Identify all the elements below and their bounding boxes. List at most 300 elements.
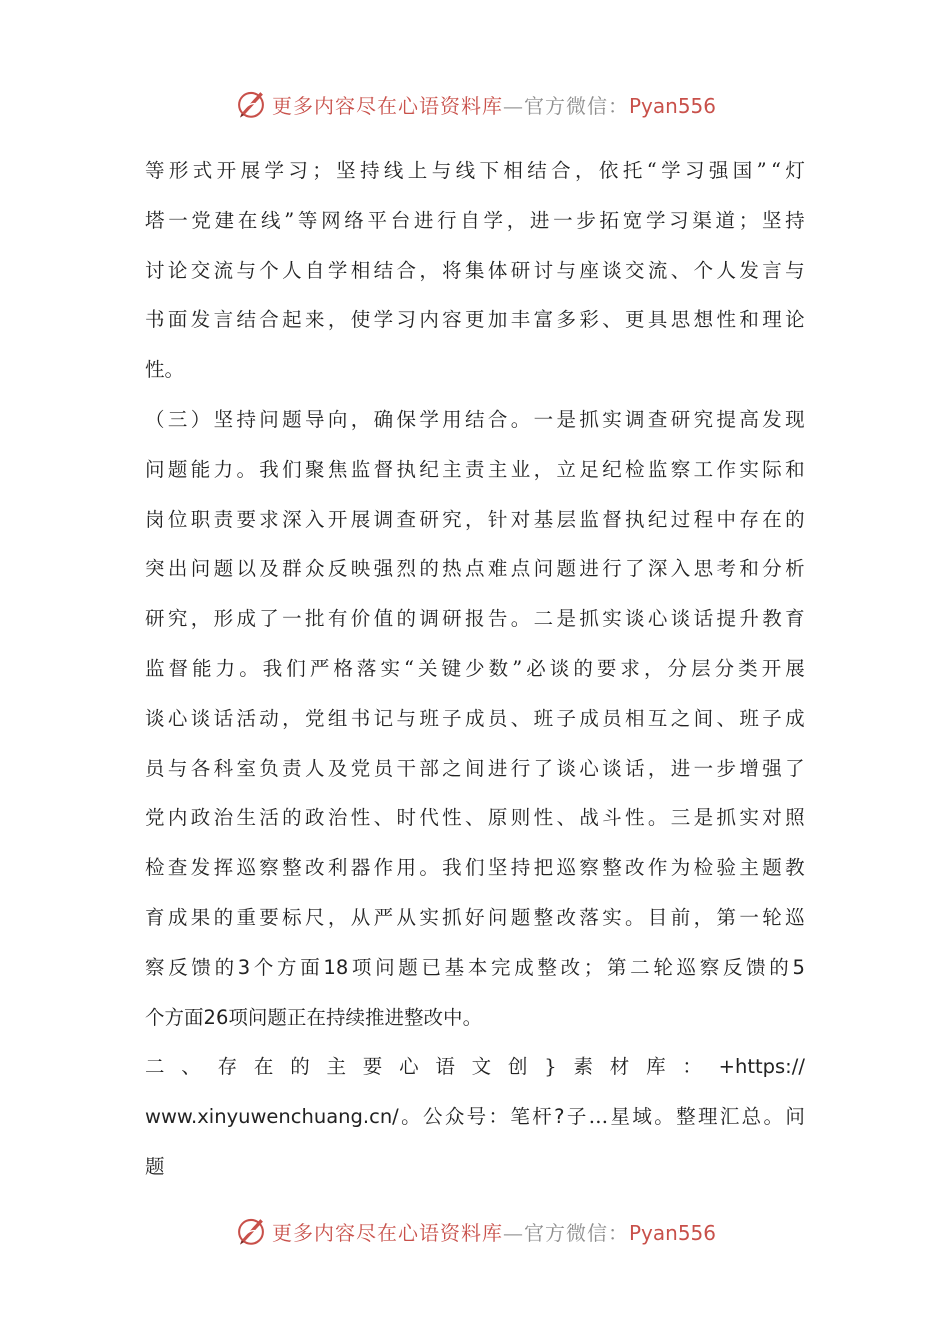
body-char: 执 [396,457,416,481]
body-char: 向 [327,407,348,431]
body-char: 题 [167,457,188,481]
body-char: 个 [259,258,279,282]
body-char: 。 [647,806,668,830]
body-char: 与 [556,258,576,282]
body-char: 数 [488,656,509,680]
body-char: 性 [442,806,462,830]
body-char: 、 [556,806,576,830]
footer-dash: — [502,1220,524,1245]
footer-label: 官方微信： [523,1220,629,1245]
body-char: 把 [533,856,554,880]
body-char: 26 [203,1005,229,1029]
body-char: ， [506,208,527,232]
body-char: 中 [716,507,736,531]
body-char: 少 [465,656,485,680]
header-wechat-id: Pyan556 [628,93,716,118]
body-char: 讨 [533,258,554,282]
body-char: 、 [465,806,485,830]
body-char: ， [327,905,348,929]
body-char: 题 [267,1005,287,1029]
body-char: 提 [716,607,736,631]
body-char: 及 [259,557,279,581]
body-line [145,146,805,196]
body-char: 和 [785,457,805,481]
body-char: 难 [487,557,508,581]
body-char: 提 [716,407,736,431]
pen-logo-icon [234,87,268,121]
body-char: 学 [327,258,348,282]
body-char: 第 [716,905,736,929]
body-char: 间 [465,756,485,780]
body-char: 网 [321,208,341,232]
body-char: 心 [647,607,668,631]
body-char: 各 [190,756,211,780]
body-char: 面 [167,308,188,332]
body-char: 强 [373,557,394,581]
body-line [145,445,805,495]
body-char: 们 [465,856,485,880]
body-char: 学 [483,208,504,232]
body-char: 结 [373,258,394,282]
body-char: 、 [602,308,622,332]
body-char: 为 [670,856,691,880]
body-char: 力 [213,457,234,481]
body-char: 上 [407,159,428,182]
body-char: 究 [442,507,462,531]
body-char: 问 [375,955,395,979]
body-char: 热 [442,557,462,581]
body-char: 调 [419,607,439,631]
body-char: 展 [350,507,371,531]
body-line [145,793,805,843]
body-char: 落 [579,905,599,929]
body-char: 实 [602,407,622,431]
body-char: 查 [167,856,188,880]
body-char: ： [682,1055,702,1079]
body-char: 究 [693,407,714,431]
body-char: 用 [442,407,462,431]
body-char: 入 [670,557,691,581]
body-char: 线 [261,208,281,232]
body-char: 主 [326,1055,346,1079]
body-char: 要 [236,507,256,531]
body-char: 灯 [785,159,805,182]
body-char: 的 [785,507,805,531]
body-char: 党 [145,806,165,830]
body-char: 性 [533,806,554,830]
body-char: 执 [625,507,645,531]
body-char: 政 [190,806,211,830]
body-char: 与 [236,258,256,282]
body-char: 尺 [305,905,325,929]
body-char: 。 [401,1105,421,1129]
body-char: 使 [350,308,371,332]
body-char: 究 [167,607,188,631]
body-char: 层 [691,656,711,680]
body-char: 三 [167,407,188,431]
body-char: 二 [145,1055,165,1079]
body-char: 个 [145,1005,165,1029]
body-char: 纪 [647,507,668,531]
body-char: 能 [190,457,211,481]
body-char: 持 [510,856,531,880]
body-char: 抓 [442,905,462,929]
body-char: 改 [423,1005,444,1029]
body-char: 的 [213,905,234,929]
body-char: 反 [327,557,348,581]
body-char: （ [145,407,165,431]
body-char: 素 [573,1055,593,1079]
body-char: 台 [390,208,411,232]
body-char: 批 [305,607,325,631]
body-char: 进 [384,1005,405,1029]
body-char: 问 [145,457,165,481]
body-line [145,993,805,1043]
body-char: 心 [167,706,188,730]
body-char: 我 [262,656,283,680]
body-char: 改 [305,856,325,880]
body-char: 持 [236,407,256,431]
body-char: 反 [168,955,188,979]
body-char: 责 [213,507,234,531]
body-char: 展 [785,656,805,680]
body-char: 进 [579,557,599,581]
body-char: 谈 [602,756,622,780]
body-char: 考 [716,557,736,581]
body-char: 主 [487,457,508,481]
body-char: 内 [167,806,188,830]
body-char: 二 [630,955,650,979]
body-char: 的 [573,656,593,680]
body-char: 的 [214,955,235,979]
body-char: 进 [487,756,508,780]
body-char: 三 [670,806,691,830]
body-char: 督 [373,457,394,481]
body-char: 相 [350,258,371,282]
header-watermark [0,84,950,124]
body-char: 整 [676,1105,696,1129]
body-char: 员 [487,706,508,730]
body-char: 在 [253,1055,274,1079]
body-char: 持 [785,208,805,232]
body-char: 巡 [556,856,576,880]
body-char: 监 [145,656,165,680]
body-char: 抓 [716,806,736,830]
body-char: 能 [192,656,212,680]
body-char: 负 [259,756,279,780]
body-char: 抓 [579,607,599,631]
body-char: 果 [190,905,211,929]
body-char: 业 [510,457,531,481]
body-char: 们 [282,457,302,481]
body-char: 题 [762,856,782,880]
body-char: 习 [396,308,416,332]
body-char: 求 [259,507,279,531]
body-char: 整 [282,856,302,880]
body-char: 。 [654,1105,674,1129]
body-char: 自 [460,208,480,232]
body-char: 活 [236,706,256,730]
body-char: 公 [422,1105,443,1129]
body-char: 整 [533,905,554,929]
body-char: 导 [305,407,325,431]
body-char: 相 [625,706,645,730]
body-char: 聚 [305,457,325,481]
body-char: “ [404,656,414,680]
body-char: 与 [396,706,416,730]
body-char: 建 [214,208,235,232]
body-char: 结 [465,407,485,431]
body-char: 谈 [670,607,691,631]
body-char: 督 [602,507,622,531]
body-char: 持 [360,159,380,182]
body-char: ” [756,159,767,182]
body-char: 合 [551,159,571,182]
body-char: 与 [785,258,805,282]
body-char: 教 [762,607,782,631]
body-char: 第 [606,955,627,979]
body-char: 映 [350,557,371,581]
body-char: 实 [739,457,759,481]
body-char: 。 [239,656,259,680]
body-char: 必 [526,656,546,680]
body-char: 本 [467,955,488,979]
body-char: 拓 [599,208,620,232]
pen-logo-icon [234,1214,268,1248]
body-char: 调 [373,507,394,531]
body-char: 等 [145,159,165,182]
body-char: 内 [419,308,439,332]
body-char: 高 [739,407,759,431]
body-char: 察 [670,457,691,481]
body-char: 班 [533,706,554,730]
body-char: 主 [442,457,462,481]
body-char: 、 [716,706,736,730]
body-char: 科 [213,756,234,780]
body-char: 实 [739,806,759,830]
body-char: 职 [190,507,211,531]
body-char: 出 [167,557,188,581]
body-char: 合 [259,308,279,332]
body-char: 严 [373,905,394,929]
body-char: 。 [419,856,439,880]
body-char: 线 [383,159,404,182]
body-char: 实 [602,905,622,929]
body-char: 改 [560,955,581,979]
body-char: 交 [625,258,645,282]
body-char: 主 [739,856,759,880]
body-char: 基 [444,955,465,979]
body-char: www.xinyuwenchuang.cn/ [145,1105,399,1129]
body-char: 思 [670,308,691,332]
body-char: 坚 [761,208,782,232]
body-char: 查 [647,407,668,431]
body-line [145,943,805,993]
body-char: 问 [533,557,554,581]
body-char: 生 [236,806,256,830]
body-char: 了 [625,557,645,581]
body-char: 的 [396,607,416,631]
body-char: 足 [579,457,599,481]
body-char: 文 [471,1055,492,1079]
body-char: 治 [213,806,234,830]
body-char: 从 [350,905,371,929]
footer-wechat-id: Pyan556 [628,1220,716,1245]
body-char: 坚 [336,159,356,182]
body-char: 学 [419,407,439,431]
body-line [145,744,805,794]
body-char: 托 [622,159,643,182]
body-char: 的 [419,557,439,581]
body-char: 总 [741,1105,762,1129]
body-char: 依 [598,159,619,182]
body-char: 论 [785,308,805,332]
body-char: 挥 [213,856,234,880]
body-char: 结 [236,308,256,332]
body-char: 监 [579,507,599,531]
body-char: 自 [305,258,325,282]
body-char: 代 [419,806,439,830]
body-char: 们 [286,656,306,680]
body-char: 富 [533,308,554,332]
body-char: 讨 [145,258,165,282]
body-char: 监 [647,457,668,481]
body-char: 发 [739,258,759,282]
body-char: 5 [792,955,805,979]
body-char: 利 [327,856,348,880]
body-char: 整 [602,856,622,880]
body-char: 流 [647,258,668,282]
body-char: 一 [553,208,573,232]
body-char: 突 [145,557,165,581]
body-char: ， [465,507,485,531]
body-char: 从 [396,905,416,929]
body-char: 组 [327,706,348,730]
body-char: 等 [297,208,318,232]
body-char: 发 [190,856,211,880]
body-char: 加 [487,308,508,332]
body-char: 一 [168,208,188,232]
body-char: 具 [647,308,668,332]
body-char: 谈 [602,258,622,282]
body-char: 一 [693,756,714,780]
body-char: 题 [213,557,234,581]
body-char: 有 [327,607,348,631]
footer-brand-text: 更多内容尽在心语资料库 [271,1220,503,1245]
body-char: 。 [510,407,531,431]
body-char: 了 [785,756,805,780]
body-char: 方 [277,955,297,979]
body-char: 责 [282,756,302,780]
body-char: 结 [527,159,547,182]
body-char: 方 [164,1005,185,1029]
body-char: 谈 [145,706,165,730]
body-char: 督 [168,656,189,680]
body-char: 器 [350,856,371,880]
body-char: 域 [632,1105,652,1129]
body-char: 强 [708,159,729,182]
header-text [272,90,716,119]
body-char: 标 [282,905,302,929]
body-char: 二 [533,607,554,631]
body-char: 题 [145,1154,165,1178]
body-char: 容 [442,308,462,332]
body-char: 言 [213,308,234,332]
body-char: 作 [647,856,668,880]
body-char: 。 [763,1105,784,1129]
body-char: 完 [491,955,511,979]
body-char: 面 [300,955,320,979]
body-char: 成 [514,955,534,979]
body-char: 巡 [676,955,697,979]
body-char: 话 [693,607,714,631]
body-char: 位 [167,507,188,531]
body-line [145,843,805,893]
body-char: 党 [350,756,371,780]
body-char: 深 [282,507,302,531]
body-char: 子 [762,706,782,730]
body-char: ） [190,407,211,431]
body-char: 谈 [190,706,211,730]
body-char: 持 [325,1005,346,1029]
body-char: 前 [670,905,691,929]
body-line [145,246,805,296]
body-line [145,495,805,545]
body-char: 来 [305,308,325,332]
body-char: 动 [259,706,279,730]
body-char: 体 [487,258,508,282]
body-line [145,544,805,594]
body-char: 人 [305,756,325,780]
body-char: 分 [667,656,688,680]
body-char: 汇 [719,1105,740,1129]
body-char: ； [738,208,759,232]
body-char: 塔 [145,208,165,232]
body-char: 论 [167,258,188,282]
body-char: 一 [282,607,302,631]
body-char: 研 [145,607,165,631]
body-char: 研 [670,407,691,431]
body-char: 过 [670,507,691,531]
body-char: 心 [399,1055,419,1079]
body-char: 干 [396,756,416,780]
body-line [145,345,805,395]
body-char: 察 [579,856,599,880]
body-char: 子 [442,706,462,730]
body-char: ” [512,656,523,680]
body-char: 问 [487,905,508,929]
header-dash: — [502,93,524,118]
body-char: 格 [333,656,353,680]
body-char: 的 [769,955,789,979]
body-line [145,295,805,345]
body-char: 斗 [602,806,622,830]
body-char: 起 [282,308,302,332]
body-char: 学 [661,159,681,182]
body-char: 告 [487,607,508,631]
body-char: 已 [421,955,441,979]
body-char: 调 [625,407,645,431]
body-char: 检 [145,856,165,880]
body-char: 项 [351,955,372,979]
body-char: 对 [762,806,782,830]
body-char: 的 [290,1055,310,1079]
body-char: 、 [181,1055,201,1079]
body-char: 子 [556,706,576,730]
body-line [145,196,805,246]
body-char: 育 [785,607,805,631]
body-char: 发 [762,407,782,431]
